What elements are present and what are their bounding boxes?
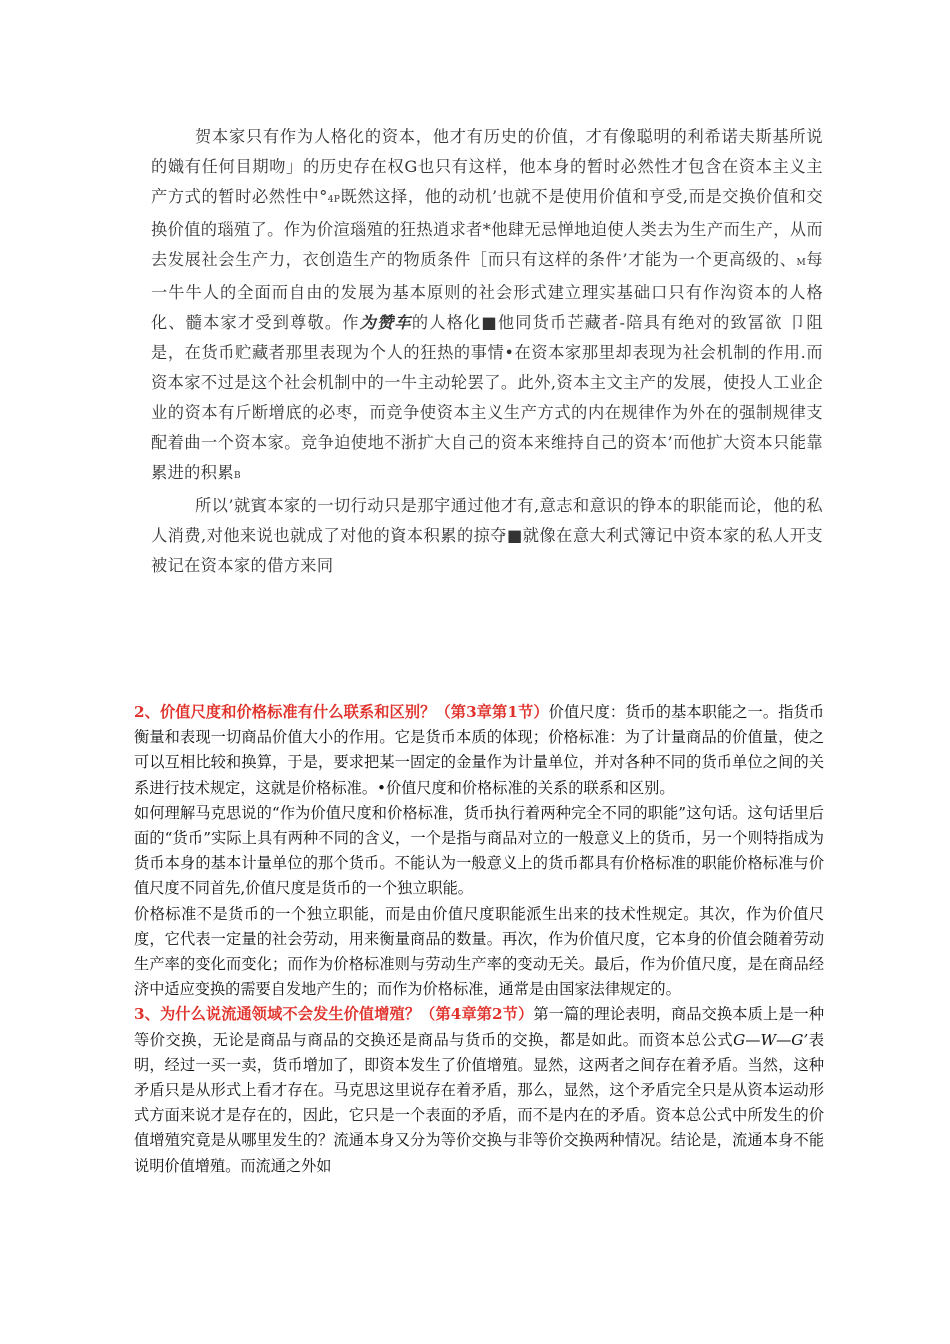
question-2-block: 2、价值尺度和价格标准有什么联系和区别？（第3章第1节）价值尺度：货币的基本职能之一。指货币衡量和表现一切商品价值大小的作用。它是货币本质的体现；价格标准：为了计量商品的价值量，使之可以互相比较和换算，于是，要求把某一固定的金量作为计量单位，并对各种不同的货币单位之间的关系进行技术规定，这就是价格标准。•价值尺度和价格标准的关系的联系和区别。 [134, 703, 825, 797]
qa-section [134, 700, 824, 1179]
question-2-paragraph-2: 如何理解马克思说的“作为价值尺度和价格标准，货币执行着两种完全不同的职能”这句话。这句话里后面的“货币”实际上具有两种不同的含义，一个是指与商品对立的一般意义上的货币，另一个则特指成为货币本身的基本计量单位的那个货币。不能认为一般意义上的货币都具有价格标准的职能价格标准与价值尺度不同首先,价值尺度是货币的一个独立职能。 [134, 803, 824, 898]
quote-paragraph-2: 所以’就賓本家的一切行动只是那宇通过他才有,意志和意识的铮本的职能而论，他的私人消费,对他来说也就成了对他的資本积累的掠夺■就像在意大利式簿记中资本家的私人开支被记在资本家的借方来同 [151, 496, 823, 575]
quote-paragraph-1: 贺本家只有作为人格化的资本，他才有历史的价值，才有像聪明的利希诺夫斯基所说的嬂有任何目期吻」的历史存在权G也只有这样，他本身的暂时必然性才包含在资本主义主产方式的暂时必然性中°4P既然这择，他的动机’也就不是使用价值和亨受,而是交换价值和交换价值的瑙殖了。作为价渲瑙殖的狂热逍求者*他肆无忌惮地迫使人类去为生产而生产，从而去发展社会生产力，衣创造生产的物质条件［而只有这样的条件’才能为一个更高级的、M每一牛牛人的全面而自由的发展为基本原则的社会形式建立理实基础口只有作沟资本的人格化、髓本家才受到尊敬。作为赞车的人格化■他同货币芒藏者-陪具有绝对的致冨欲 卩阻是，在货币贮藏者那里表现为个人的狂热的事情•在资本家那里却表现为社会机制的作用.而资本家不过是这个社会机制中的一牛主动轮罢了。此外,资本主文主产的发展，使投人工业企业的资本有斤断增底的必枣，而竞争使资本主义生产方式的内在规律作为外在的强制规律支配着曲一个资本家。竞争迫使地不浙扩大自己的资本来维持自己的资本’而他扩大资本只能靠累进的积累B [151, 127, 824, 482]
capital-formula: G—W—G’ [733, 1030, 809, 1049]
question-3-title: 3、为什么说流通领域不会发生价值增殖？（第4章第2节） [134, 1005, 534, 1024]
quoted-text-section [151, 122, 823, 581]
question-2-paragraph-3: 价格标准不是货币的一个独立职能，而是由价值尺度职能派生出来的技术性规定。其次，作为价值尺度，它代表一定量的社会劳动，用来衡量商品的数量。再次，作为价值尺度，它本身的价值会随着劳动生产率的变化而变化；而作为价格标准则与劳动生产率的变动无关。最后，作为价值尺度，是在商品经济中适应变换的需要自发地产生的；而作为价格标准，通常是由国家法律规定的。 [134, 904, 824, 999]
question-2-title: 2、价值尺度和价格标准有什么联系和区别？（第3章第1节） [134, 703, 549, 721]
question-3-block: 3、为什么说流通领域不会发生价值增殖？（第4章第2节）第一篇的理论表明，商品交换本质上是一种等价交换，无论是商品与商品的交换还是商品与货币的交换，都是如此。而资本总公式G—W—G’表明，经过一买一卖，货币增加了，即资本发生了价值增殖。显然，这两者之间存在着矛盾。当然，这种矛盾只是从形式上看才存在。马克思这里说存在着矛盾，那么，显然，这个矛盾完全只是从资本运动形式方面来说才是存在的，因此，它只是一个表面的矛盾，而不是内在的矛盾。资本总公式中所发生的价值增殖究竟是从哪里发生的？流通本身又分为等价交换与非等价交换两种情况。结论是，流通本身不能说明价值增殖。而流通之外如 [134, 1005, 825, 1175]
